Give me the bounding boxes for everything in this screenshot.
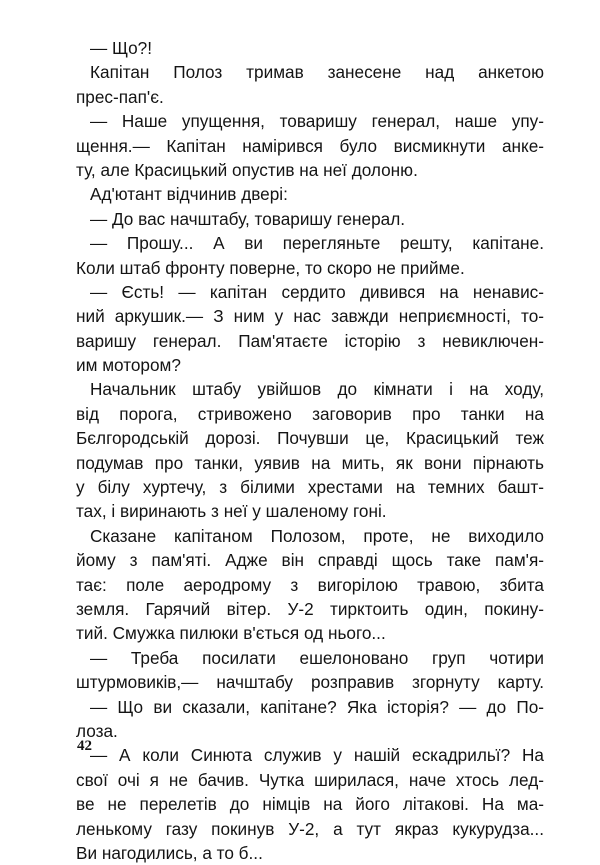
page-number: 42 [77, 738, 92, 754]
text-line: ве не перелетів до німців на його літакові. На ма- [76, 794, 544, 815]
text-line: Начальник штабу увійшов до кімнати і на ходу, [90, 379, 544, 400]
text-line: ленькому газу покинув У-2, а тут якраз кукурудза... [76, 818, 544, 839]
text-line: лоза. [76, 720, 118, 741]
text-line: — Єсть! — капітан сердито дивився на ненавис- [90, 281, 544, 302]
text-line: у білу хуртечу, з білими хрестами на темних башт- [76, 477, 544, 498]
text-line: — Прошу... А ви перегляньте решту, капітане. [90, 233, 544, 254]
text-line: подумав про танки, уявив на мить, як вони пірнають [76, 452, 544, 473]
text-line: штурмовиків,— начштабу розправив згорнуту карту. [76, 672, 544, 693]
text-line: — Що?! [90, 38, 152, 58]
text-line: ту, але Красицький опустив на неї долоню. [76, 159, 418, 180]
text-line: Ви нагодились, а то б... [76, 842, 263, 863]
text-line: свої очі я не бачив. Чутка ширилася, наче хтось лед- [76, 769, 544, 790]
text-line: Коли штаб фронту поверне, то скоро не прийме. [76, 257, 465, 278]
text-line: Бєлгородській дорозі. Почувши це, Красицький теж [76, 428, 544, 449]
text-line: — А коли Синюта служив у нашій ескадрильї? На [90, 745, 544, 766]
text-line: — До вас начштабу, товаришу генерал. [90, 208, 406, 229]
text-line: — Що ви сказали, капітане? Яка історія? — до По- [90, 696, 544, 717]
text-line: прес-пап'є. [76, 86, 164, 107]
text-line: тає: поле аеродрому з вигорілою травою, збита [76, 574, 544, 595]
text-line: — Треба посилати ешелоновано груп чотири [90, 647, 544, 668]
text-line: земля. Гарячий вітер. У-2 тирктоить один, покину- [76, 598, 544, 619]
text-line: Ад'ютант відчинив двері: [90, 184, 288, 205]
text-line: ний аркушик.— З ним у нас завжди неприємності, то- [76, 306, 544, 327]
text-line: — Наше упущення, товаришу генерал, наше упу- [90, 111, 544, 132]
text-line: им мотором? [76, 355, 181, 376]
text-line: йому з пам'яті. Адже він справді щось таке пам'я- [76, 550, 544, 571]
text-line: варишу генерал. Пам'ятаєте історію з невиключен- [76, 330, 544, 351]
text-line: тах, і виринають з неї у шаленому гоні. [76, 501, 387, 522]
text-line: щення.— Капітан намірився було висмикнути анке- [76, 135, 544, 156]
text-line: Сказане капітаном Полозом, проте, не виходило [90, 525, 544, 546]
text-line: Капітан Полоз тримав занесене над анкетою [90, 62, 544, 83]
text-line: від порога, стривожено заговорив про танки на [76, 403, 544, 424]
page-text [76, 36, 544, 865]
text-line: тий. Смужка пилюки в'ється од нього... [76, 623, 386, 644]
